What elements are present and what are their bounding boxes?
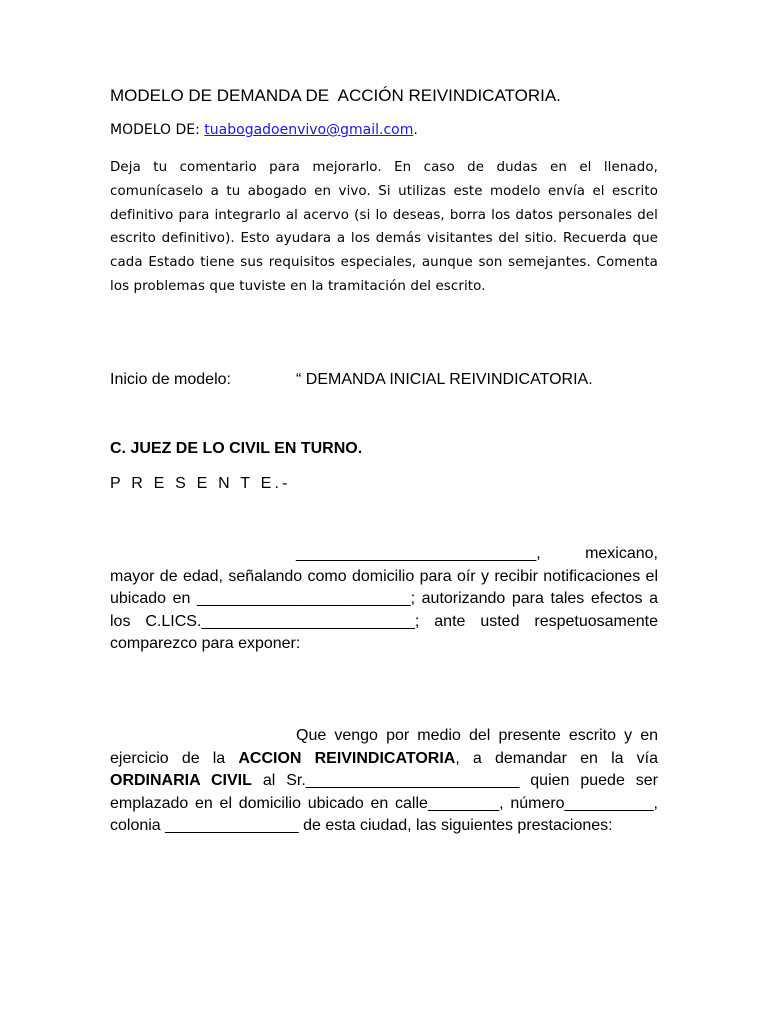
demand-text-3: al Sr.________________________ quien puede ser emplazado en el domicilio ubicado en calle________, número__________, colonia _______________ de esta ciudad, las siguientes prestaciones:	[110, 772, 659, 835]
model-author-line	[110, 122, 418, 138]
inicio-line	[110, 371, 593, 389]
model-prefix: MODELO DE:	[110, 122, 205, 138]
email-link[interactable]: tuabogadoenvivo@gmail.com	[204, 122, 414, 138]
demand-text-1: Que vengo por medio del presente escrito y en ejercicio de la	[110, 727, 658, 767]
inicio-label: Inicio de modelo:	[110, 371, 231, 388]
demand-text-2: , a demandar en la vía	[455, 749, 658, 767]
document-title: MODELO DE DEMANDA DE ACCIÓN REIVINDICATORIA.	[110, 86, 561, 105]
intro-paragraph: Deja tu comentario para mejorarlo. En caso de dudas en el llenado, comunícaselo a tu abogado en vivo. Si utilizas este modelo envía el escrito definitivo para integrarlo al acervo (si lo deseas, borra los datos personales del escrito definitivo). Esto ayudara a los demás visitantes del sitio. Recuerda que cada Estado tiene sus requisitos especiales, aunque son semejantes. Comenta los problemas que tuviste en la tramitación del escrito.	[110, 160, 658, 294]
comparecencia-paragraph: ___________________________, mexicano, mayor de edad, señalando como domicilio para oír y recibir notificaciones el ubicado en ________________________; autorizando para tales efectos a los C.LICS.________________________; ante usted respetuosamente comparezco para exponer:	[110, 545, 658, 653]
demand-paragraph	[110, 725, 658, 838]
judge-heading: C. JUEZ DE LO CIVIL EN TURNO.	[110, 440, 363, 457]
presente-heading: P R E S E N T E.-	[110, 475, 291, 492]
model-suffix: .	[413, 122, 418, 138]
demand-bold-via: ORDINARIA CIVIL	[110, 772, 252, 790]
demand-bold-accion: ACCION REIVINDICATORIA	[238, 749, 456, 767]
inicio-value: “ DEMANDA INICIAL REIVINDICATORIA.	[296, 371, 593, 388]
